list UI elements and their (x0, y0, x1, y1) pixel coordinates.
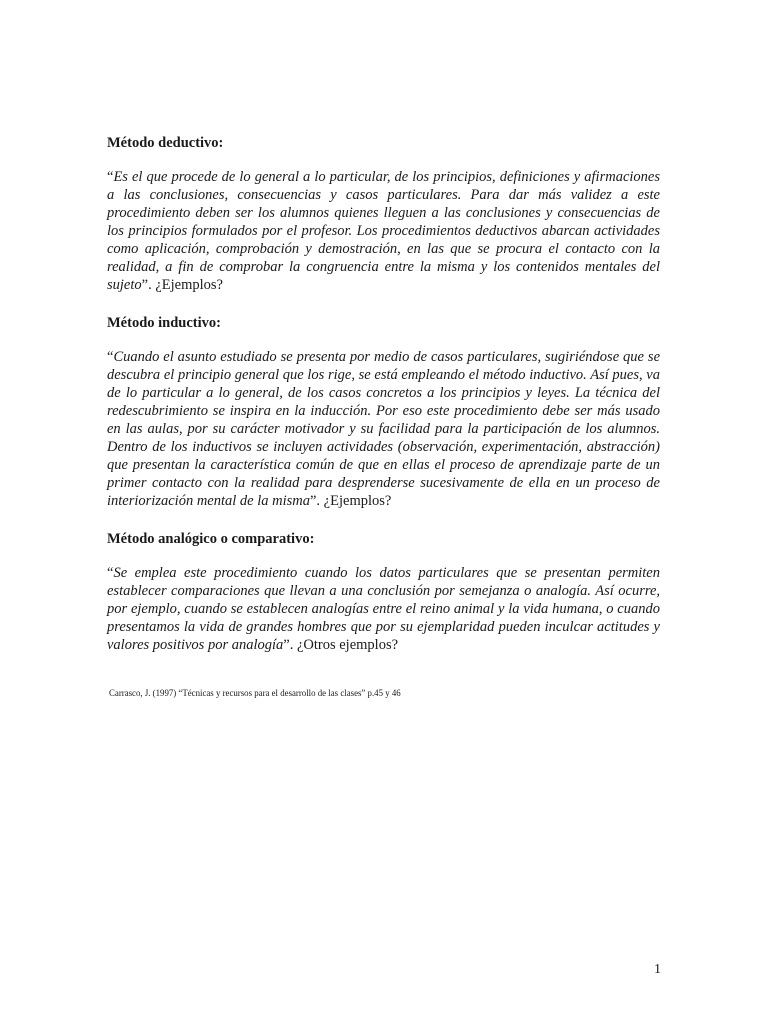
section-paragraph (107, 348, 660, 510)
section-heading: Método inductivo: (107, 315, 221, 331)
open-quote: “ (107, 169, 114, 185)
open-quote: “ (107, 349, 114, 365)
quote-text: Se emplea este procedimiento cuando los datos particulares que se presentan permiten establecer comparaciones que llevan a una conclusión por semejanza o analogía. Así ocurre, por ejemplo, cuando se establecen analogías entre el reino animal y la vida humana, o cuando presentamos la vida de grandes hombres que por su ejemplaridad pueden inculcar actitudes y valores positivos por analogía (107, 565, 660, 653)
quote-text: Es el que procede de lo general a lo particular, de los principios, definiciones y afirmaciones a las conclusiones, consecuencias y casos particulares. Para dar más validez a este procedimiento deben ser los alumnos quienes lleguen a las conclusiones y consecuencias de los principios formulados por el profesor. Los procedimientos deductivos abarcan actividades como aplicación, comprobación y demostración, en las que se procura el contacto con la realidad, a fin de comprobar la congruencia entre la misma y los contenidos mentales del sujeto (107, 169, 660, 293)
quote-close: ”. ¿Ejemplos? (141, 277, 223, 293)
quote-text: Cuando el asunto estudiado se presenta por medio de casos particulares, sugiriéndose que se descubra el principio general que los rige, se está empleando el método inductivo. Así pues, va de lo particular a lo general, de los casos concretos a los principios y leyes. La técnica del redescubrimiento se inspira en la inducción. Por eso este procedimiento debe ser más usado en las aulas, por su carácter motivador y su facilidad para la participación de los alumnos. Dentro de los inductivos se incluyen actividades (observación, experimentación, abstracción) que presentan la característica común de que en ellas el proceso de aprendizaje parte de un primer contacto con la realidad para desprenderse sucesivamente de ella en un proceso de interiorización mental de la misma (107, 349, 660, 509)
section-paragraph (107, 168, 660, 294)
section-analogico (107, 530, 660, 654)
quote-close: ”. ¿Otros ejemplos? (283, 637, 399, 653)
section-heading: Método analógico o comparativo: (107, 531, 315, 547)
document-body (107, 134, 660, 700)
open-quote: “ (107, 565, 114, 581)
section-paragraph (107, 564, 660, 654)
quote-close: ”. ¿Ejemplos? (310, 493, 392, 509)
section-deductivo (107, 134, 660, 294)
section-heading: Método deductivo: (107, 135, 224, 151)
citation: Carrasco, J. (1997) “Técnicas y recursos para el desarrollo de las clases” p.45 y 46 (109, 689, 401, 699)
page-number: 1 (654, 962, 661, 977)
section-inductivo (107, 314, 660, 510)
